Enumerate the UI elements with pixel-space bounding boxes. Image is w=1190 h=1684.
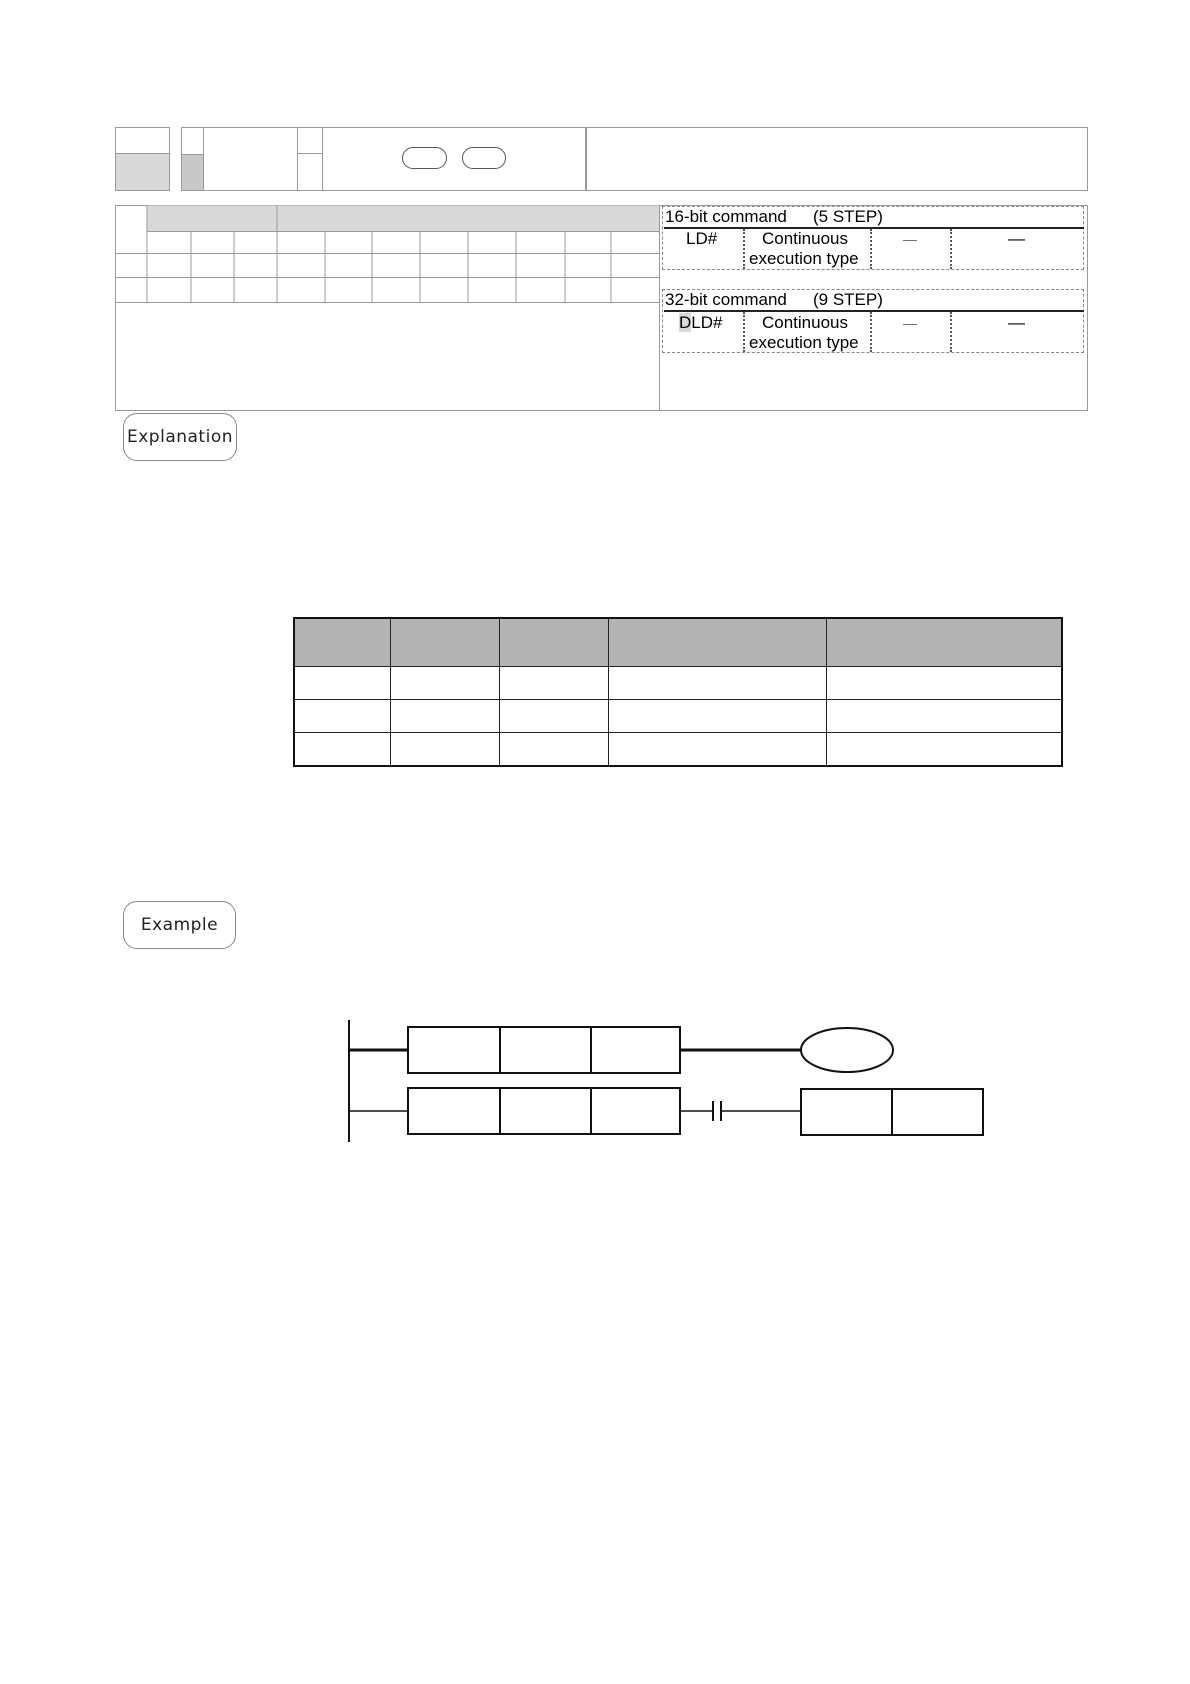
rung2-compare-box: [408, 1088, 680, 1134]
header-divider-2: [297, 127, 298, 191]
cmd16-steps: (5 STEP): [813, 207, 883, 226]
header-divider-1: [203, 127, 204, 191]
table-cell: [609, 733, 827, 767]
operator-table-header-cell: [294, 618, 391, 667]
cmd32-flag: —: [1008, 313, 1025, 332]
table-cell: [609, 667, 827, 700]
cmd32-pulse: —: [903, 315, 917, 331]
cmd16-sep-3: [950, 229, 952, 269]
cmd16-sep-2: [870, 229, 872, 269]
rung1-compare-box: [408, 1027, 680, 1073]
cmd32-underline: [664, 310, 1084, 312]
table-cell: [294, 700, 391, 733]
cmd32-mnemonic: [679, 313, 722, 333]
cmd16-flag: —: [1008, 229, 1025, 248]
device-grid: [115, 205, 660, 303]
cmd16-type-line1: Continuous: [762, 229, 849, 248]
cmd16-type-line2: execution type: [749, 249, 859, 268]
cmd16-pulse: —: [903, 231, 917, 247]
table-cell: [827, 733, 1063, 767]
table-cell: [391, 733, 500, 767]
table-cell: [294, 667, 391, 700]
header-mnemonic-flag: [182, 154, 203, 190]
operand-pill-1: [402, 147, 447, 169]
header-divider-3: [322, 127, 323, 191]
table-cell: [500, 700, 609, 733]
table-cell: [391, 667, 500, 700]
cmd16-mnemonic: LD#: [686, 229, 718, 248]
table-row: [294, 667, 1062, 700]
header-function-cell: [586, 127, 1088, 191]
cmd16-title: 16-bit command: [665, 207, 787, 226]
operator-table-header-cell: [391, 618, 500, 667]
table-row: [294, 733, 1062, 767]
table-cell: [294, 733, 391, 767]
cmd16-sep-1: [743, 229, 745, 269]
table-cell: [827, 700, 1063, 733]
cmd32-mnemonic-prefix: D: [679, 313, 692, 332]
cmd32-sep-1: [743, 312, 745, 352]
table-cell: [500, 733, 609, 767]
device-grid-header-bit: [147, 206, 277, 232]
cmd32-type-line1: Continuous: [762, 313, 849, 332]
header-divider-4: [297, 153, 322, 154]
cmd32-title: 32-bit command: [665, 290, 787, 309]
table-cell: [609, 700, 827, 733]
device-grid-header-word: [277, 206, 659, 232]
cmd32-type-line2: execution type: [749, 333, 859, 352]
operator-table-header-cell: [609, 618, 827, 667]
explanation-label: Explanation: [123, 413, 237, 461]
header-code-cell-top: [116, 128, 169, 154]
table-cell: [827, 667, 1063, 700]
example-label: Example: [123, 901, 236, 949]
header-mnemonic-block: [181, 127, 586, 191]
operand-pill-2: [462, 147, 506, 169]
rung1-output-coil: [801, 1028, 893, 1072]
cmd32-sep-2: [870, 312, 872, 352]
operator-table-header: [294, 618, 1062, 667]
table-cell: [500, 667, 609, 700]
table-cell: [391, 700, 500, 733]
cmd32-steps: (9 STEP): [813, 290, 883, 309]
operator-table-header-cell: [827, 618, 1063, 667]
cmd32-sep-3: [950, 312, 952, 352]
table-row: [294, 700, 1062, 733]
ladder-diagram: [340, 1018, 990, 1146]
operator-table: [293, 617, 1063, 767]
operator-table-header-cell: [500, 618, 609, 667]
cmd32-mnemonic-rest: LD#: [691, 313, 723, 332]
